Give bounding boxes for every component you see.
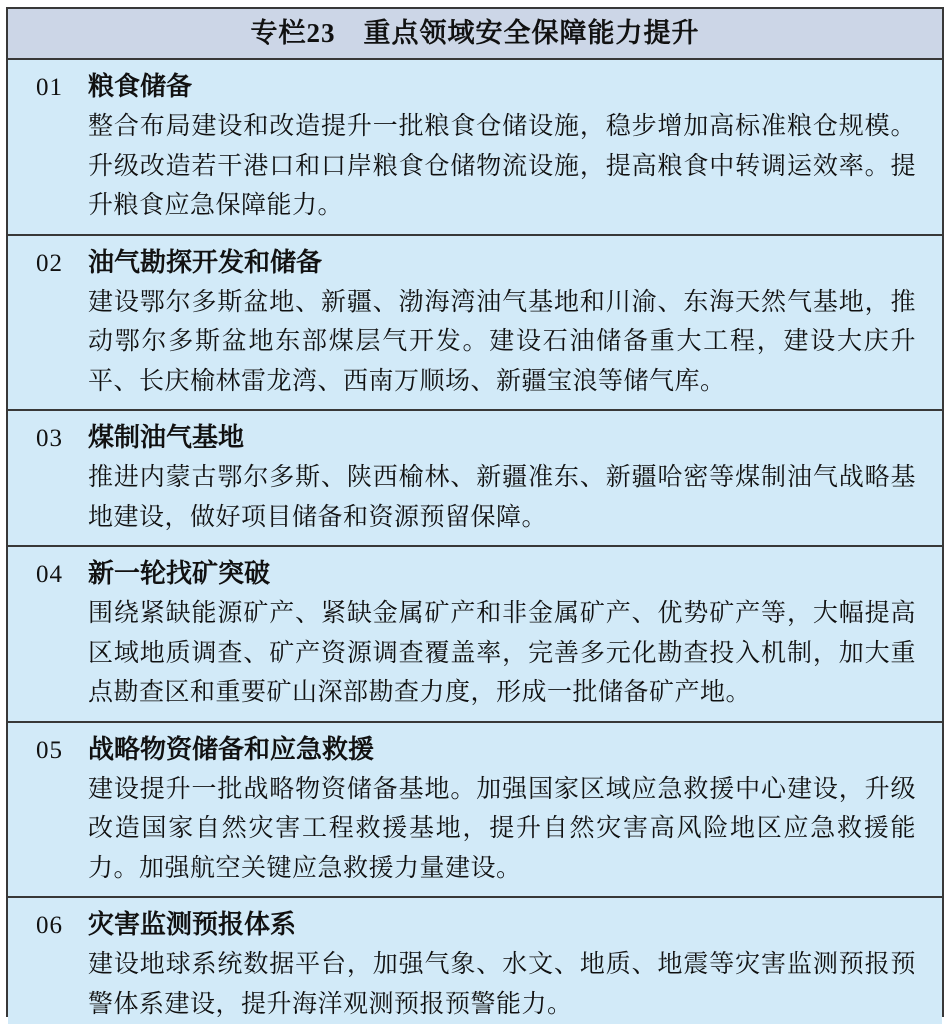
section-title: 灾害监测预报体系 — [88, 910, 297, 939]
section-heading — [36, 730, 916, 770]
section-title: 战略物资储备和应急救援 — [88, 734, 375, 764]
section-number: 03 — [36, 425, 63, 452]
section-coal-to-oil-gas-bases — [8, 411, 942, 547]
section-list — [8, 60, 942, 1024]
section-heading — [36, 554, 916, 594]
section-number: 02 — [36, 249, 63, 277]
section-heading — [36, 905, 916, 945]
section-strategic-materials-emergency-rescue — [8, 723, 942, 899]
section-disaster-monitoring-forecast — [8, 898, 942, 1024]
section-body-text: 整合布局建设和改造提升一批粮食仓储设施，稳步增加高标准粮仓规模。升级改造若干港口和口岸粮食仓储物流设施，提高粮食中转调运效率。提升粮食应急保障能力。 — [88, 113, 916, 219]
section-body-text: 建设地球系统数据平台，加强气象、水文、地质、地震等灾害监测预报预警体系建设，提升海洋观测预报预警能力。 — [88, 951, 916, 1018]
section-title: 油气勘探开发和储备 — [88, 247, 323, 277]
section-mineral-prospecting — [8, 547, 942, 723]
section-body-text: 建设鄂尔多斯盆地、新疆、渤海湾油气基地和川渝、东海天然气基地，推动鄂尔多斯盆地东部煤层气开发。建设石油储备重大工程，建设大庆升平、长庆榆林雷龙湾、西南万顺场、新疆宝浪等储气库。 — [88, 288, 916, 395]
section-title: 新一轮找矿突破 — [88, 559, 271, 588]
section-body-text: 推进内蒙古鄂尔多斯、陕西榆林、新疆准东、新疆哈密等煤制油气战略基地建设，做好项目储备和资源预留保障。 — [88, 464, 916, 531]
section-heading — [36, 243, 916, 283]
section-body-text: 建设提升一批战略物资储备基地。加强国家区域应急救援中心建设，升级改造国家自然灾害工程救援基地，提升自然灾害高风险地区应急救援能力。加强航空关键应急救援力量建设。 — [88, 775, 916, 882]
panel-title: 专栏23 重点领域安全保障能力提升 — [8, 9, 942, 60]
section-number: 05 — [36, 736, 63, 764]
section-title: 煤制油气基地 — [88, 423, 245, 452]
section-body-text: 围绕紧缺能源矿产、紧缺金属矿产和非金属矿产、优势矿产等，大幅提高区域地质调查、矿产资源调查覆盖率，完善多元化勘查投入机制，加大重点勘查区和重要矿山深部勘查力度，形成一批储备矿产地。 — [88, 600, 916, 706]
section-grain-reserves — [8, 60, 942, 236]
section-number: 04 — [36, 561, 63, 588]
section-heading — [36, 67, 916, 107]
section-oil-gas-exploration — [8, 236, 942, 412]
section-title: 粮食储备 — [88, 72, 193, 101]
section-number: 06 — [36, 912, 63, 939]
column-box-23 — [6, 7, 944, 1017]
section-number: 01 — [36, 74, 63, 101]
section-heading — [36, 418, 916, 458]
